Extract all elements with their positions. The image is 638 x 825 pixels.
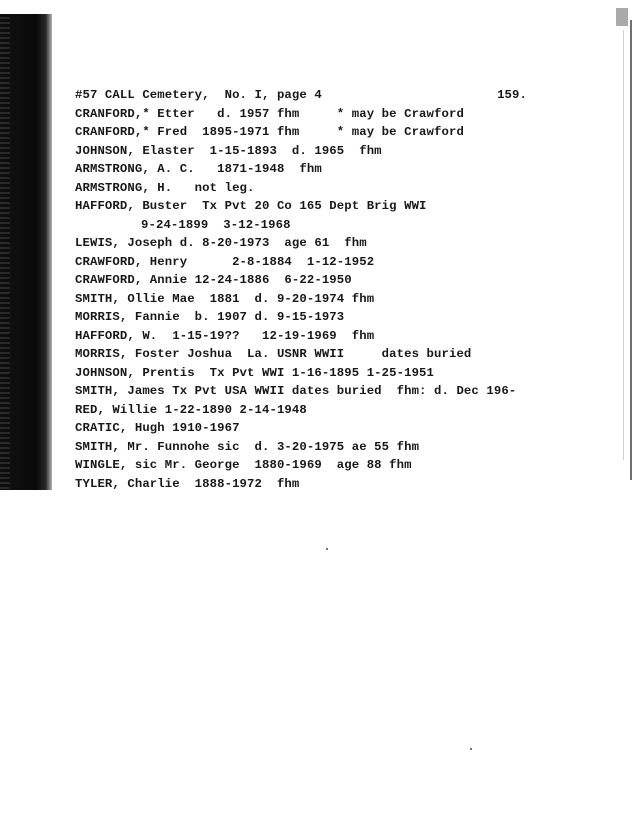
record-line: SMITH, James Tx Pvt USA WWII dates buried fhm: d. Dec 196- xyxy=(75,384,517,398)
record-line: TYLER, Charlie 1888-1972 fhm xyxy=(75,476,300,491)
record-line: LEWIS, Joseph d. 8-20-1973 age 61 fhm xyxy=(75,236,367,250)
speck-mark xyxy=(326,548,328,550)
record-line: HAFFORD, Buster Tx Pvt 20 Co 165 Dept Brig WWI xyxy=(75,199,427,213)
record-line: WINGLE, sic Mr. George 1880-1969 age 88 fhm xyxy=(75,458,412,472)
record-line: HAFFORD, W. 1-15-19?? 12-19-1969 fhm xyxy=(75,328,375,343)
record-line: CRAWFORD, Annie 12-24-1886 6-22-1950 xyxy=(75,273,352,287)
record-line: MORRIS, Fannie b. 1907 d. 9-15-1973 xyxy=(75,310,345,324)
corner-mark xyxy=(616,8,628,26)
right-margin-line xyxy=(630,20,632,480)
binding-edge-texture xyxy=(0,14,10,490)
page-number: 159. xyxy=(497,88,527,102)
right-margin-faint-line xyxy=(623,30,624,460)
record-line: RED, Willie 1-22-1890 2-14-1948 xyxy=(75,402,307,417)
record-line: ARMSTRONG, A. C. 1871-1948 fhm xyxy=(75,162,322,176)
cemetery-record-list xyxy=(75,86,575,493)
page-title: #57 CALL Cemetery, No. I, page 4 xyxy=(75,88,322,102)
record-line: CRAWFORD, Henry 2-8-1884 1-12-1952 xyxy=(75,254,375,269)
record-line-continuation: 9-24-1899 3-12-1968 xyxy=(141,217,291,232)
record-line: JOHNSON, Elaster 1-15-1893 d. 1965 fhm xyxy=(75,143,382,158)
record-line: CRATIC, Hugh 1910-1967 xyxy=(75,421,240,435)
record-line: SMITH, Mr. Funnohe sic d. 3-20-1975 ae 55 fhm xyxy=(75,439,420,454)
page-header xyxy=(75,86,527,105)
record-line: CRANFORD,* Fred 1895-1971 fhm * may be Crawford xyxy=(75,125,464,139)
record-line: ARMSTRONG, H. not leg. xyxy=(75,180,255,195)
record-line: SMITH, Ollie Mae 1881 d. 9-20-1974 fhm xyxy=(75,291,375,306)
record-line: MORRIS, Foster Joshua La. USNR WWII dates buried xyxy=(75,347,472,361)
speck-mark xyxy=(470,748,472,750)
record-line: JOHNSON, Prentis Tx Pvt WWI 1-16-1895 1-25-1951 xyxy=(75,365,435,380)
record-line: CRANFORD,* Etter d. 1957 fhm * may be Crawford xyxy=(75,106,464,121)
